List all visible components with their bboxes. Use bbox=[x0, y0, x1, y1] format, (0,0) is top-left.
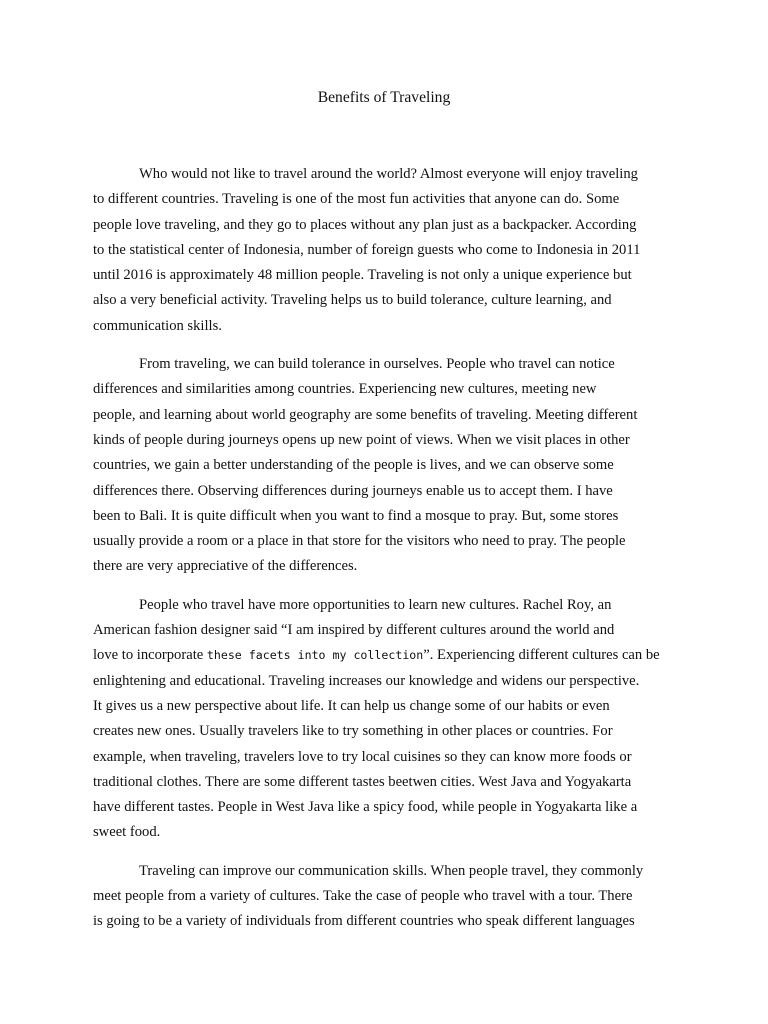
paragraph-cultures bbox=[93, 593, 675, 846]
paragraph-line: have different tastes. People in West Java like a spicy food, while people in Yogyakarta like a bbox=[93, 799, 638, 816]
paragraph-line: people, and learning about world geography are some benefits of traveling. Meeting different bbox=[93, 406, 638, 423]
quote-text-after: ”. Experiencing different cultures can be bbox=[423, 647, 660, 664]
paragraph-tolerance bbox=[93, 352, 675, 580]
paragraph-line: sweet food. bbox=[93, 824, 161, 841]
paragraph-line: It gives us a new perspective about life. It can help us change some of our habits or even bbox=[93, 697, 610, 714]
paragraph-line: differences there. Observing differences during journeys enable us to accept them. I have bbox=[93, 482, 613, 499]
paragraph-line: creates new ones. Usually travelers like to try something in other places or countries. For bbox=[93, 723, 613, 740]
paragraph-line: to the statistical center of Indonesia, number of foreign guests who come to Indonesia in 2011 bbox=[93, 241, 641, 258]
paragraph-line: Who would not like to travel around the world? Almost everyone will enjoy traveling bbox=[139, 166, 638, 182]
paragraph-line: countries, we gain a better understanding of the people is lives, and we can observe some bbox=[93, 457, 614, 474]
paragraph-line: kinds of people during journeys opens up new point of views. When we visit places in other bbox=[93, 431, 630, 448]
paragraph-line: From traveling, we can build tolerance in ourselves. People who travel can notice bbox=[139, 356, 615, 373]
paragraph-line: until 2016 is approximately 48 million people. Traveling is not only a unique experience but bbox=[93, 267, 632, 284]
paragraph-line: people love traveling, and they go to places without any plan just as a backpacker. According bbox=[93, 216, 637, 233]
document-body bbox=[93, 162, 675, 948]
paragraph-line: traditional clothes. There are some different tastes beetwen cities. West Java and Yogyakarta bbox=[93, 773, 632, 790]
paragraph-line: meet people from a variety of cultures. Take the case of people who travel with a tour. There bbox=[93, 888, 633, 905]
paragraph-line-quote bbox=[93, 643, 675, 668]
paragraph-line: enlightening and educational. Traveling increases our knowledge and widens our perspective. bbox=[93, 672, 640, 689]
document-title: Benefits of Traveling bbox=[317, 89, 451, 106]
quote-text-monospace: these facets into my collection bbox=[206, 648, 424, 663]
paragraph-line: American fashion designer said “I am inspired by different cultures around the world and bbox=[93, 622, 615, 639]
paragraph-introduction bbox=[93, 162, 675, 339]
paragraph-line: is going to be a variety of individuals from different countries who speak different languages bbox=[93, 913, 635, 930]
paragraph-line: communication skills. bbox=[93, 317, 222, 334]
paragraph-line: usually provide a room or a place in that store for the visitors who need to pray. The people bbox=[93, 533, 626, 550]
paragraph-line: there are very appreciative of the differences. bbox=[93, 558, 358, 575]
quote-text-before: love to incorporate bbox=[93, 647, 207, 664]
paragraph-line: Traveling can improve our communication skills. When people travel, they commonly bbox=[139, 862, 644, 879]
paragraph-line: been to Bali. It is quite difficult when you want to find a mosque to pray. But, some stores bbox=[93, 507, 619, 524]
paragraph-line: to different countries. Traveling is one of the most fun activities that anyone can do. Some bbox=[93, 191, 620, 208]
paragraph-communication bbox=[93, 859, 675, 935]
paragraph-line: also a very beneficial activity. Traveling helps us to build tolerance, culture learning, and bbox=[93, 292, 612, 309]
paragraph-line: People who travel have more opportunities to learn new cultures. Rachel Roy, an bbox=[139, 596, 612, 613]
paragraph-line: differences and similarities among countries. Experiencing new cultures, meeting new bbox=[93, 381, 597, 398]
paragraph-line: example, when traveling, travelers love to try local cuisines so they can know more foods or bbox=[93, 748, 632, 765]
